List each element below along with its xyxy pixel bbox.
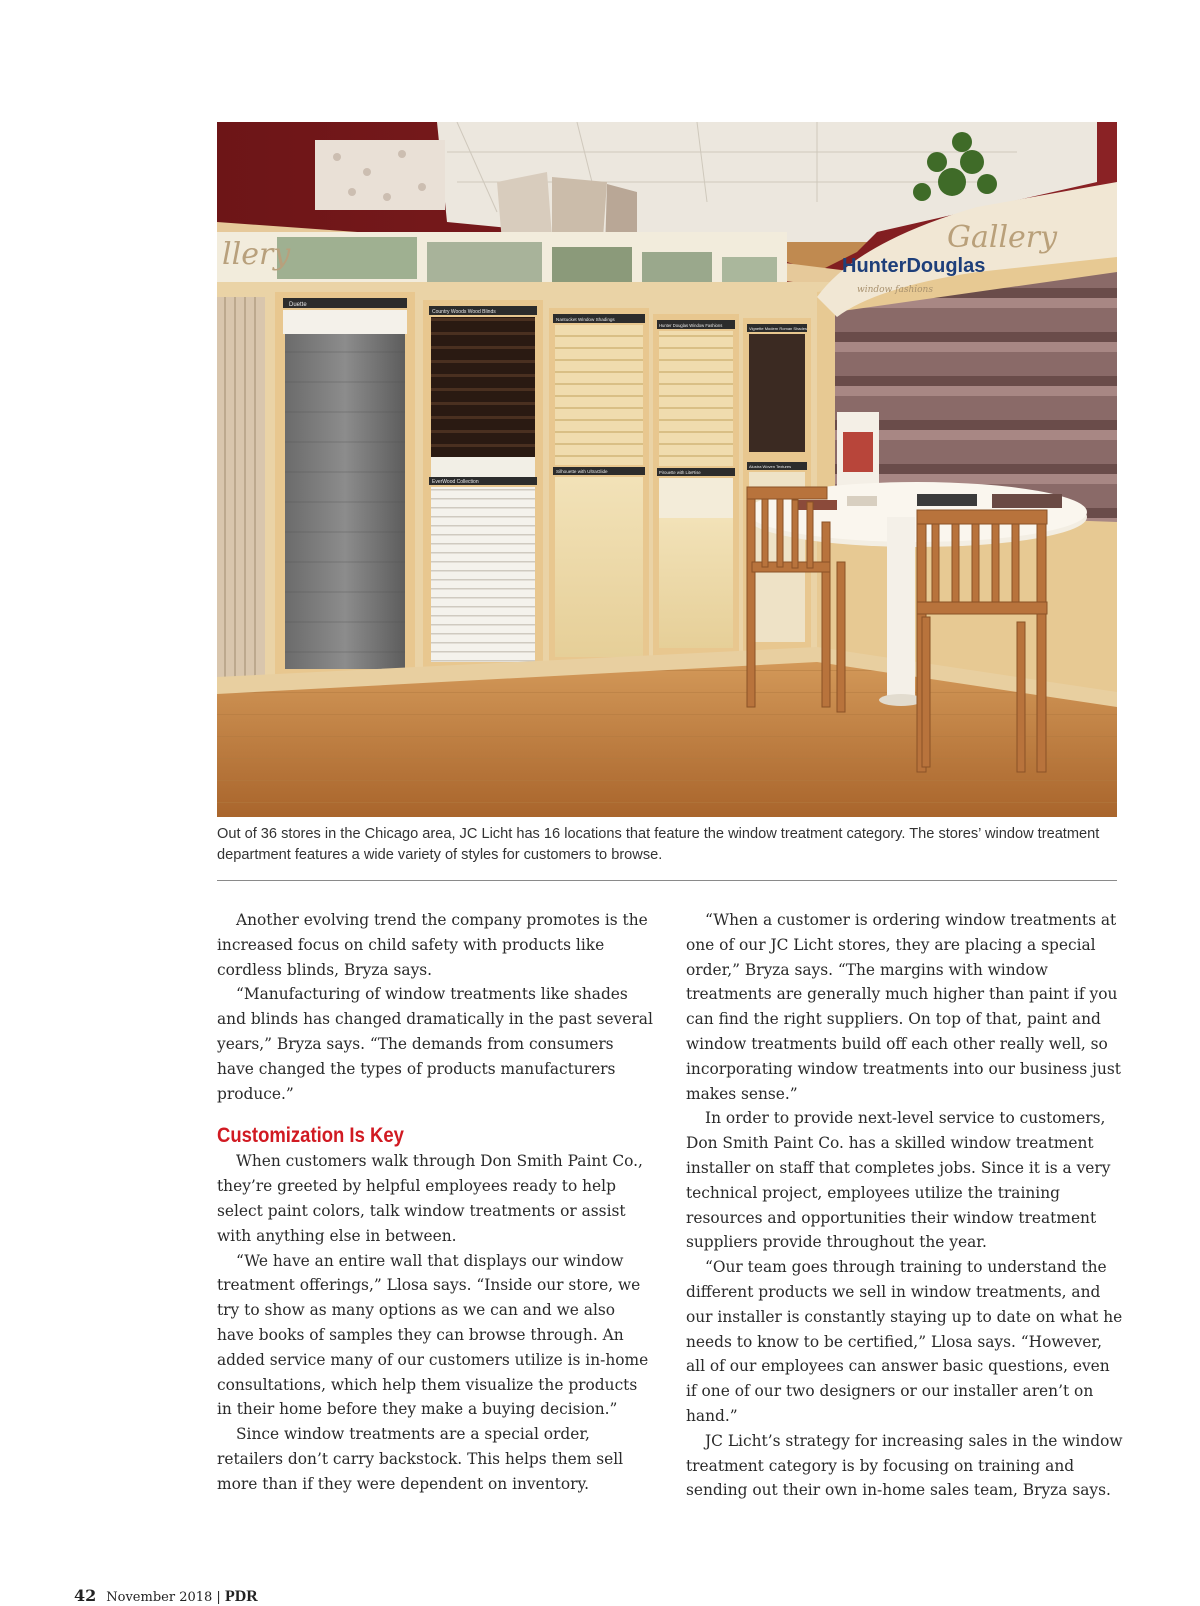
paragraph: “We have an entire wall that displays our window treatment offerings,” Llosa says. “Inside our store, we try to show as many options as we can and we also have books of samples they can browse through. An added service many of our customers utilize is in-home consultations, which help them visualize the products in their home before they make a buying decision.” (217, 1251, 649, 1419)
product-label-4: Hunter Douglas Window Fashions (659, 323, 723, 328)
product-label-7: Silhouette with UltraGlide (556, 469, 608, 474)
article-column-left (217, 908, 655, 1497)
paragraph: Since window treatments are a special order, retailers don’t carry backstock. This helps them sell more than if they were dependent on inventory. (217, 1425, 624, 1493)
gallery-sign-word: Gallery (947, 220, 1058, 255)
issue-date: November 2018 | (106, 1590, 225, 1605)
publication-name: PDR (224, 1588, 258, 1605)
product-label-2: Country Woods Wood Blinds (432, 309, 496, 315)
caption-divider (217, 880, 1117, 881)
paragraph: In order to provide next-level service to customers, Don Smith Paint Co. has a skilled window treatment installer on staff that completes jobs. Since it is a very technical project, employees utilize the training resources and opportunities their window treatment suppliers provide throughout the year. (686, 1109, 1111, 1252)
product-label-1: Duette (289, 302, 307, 308)
page-number: 42 (74, 1586, 97, 1605)
product-label-8: Pirouette with LiteRise (659, 470, 701, 475)
store-photo (217, 122, 1117, 817)
product-label-6: EverWood Collection (432, 479, 479, 485)
paragraph: “When a customer is ordering window treatments at one of our JC Licht stores, they are placing a special order,” Bryza says. “The margins with window treatments are generally much higher than paint if you can find the right suppliers. On top of that, paint and window treatments build off each other really well, so incorporating window treatments into our business just makes sense.” (686, 911, 1121, 1103)
product-label-3: Nantucket Window Shadings (556, 317, 615, 322)
section-subhead: Customization Is Key (217, 1124, 404, 1148)
paragraph: When customers walk through Don Smith Paint Co., they’re greeted by helpful employees ready to help select paint colors, talk window treatments or assist with anything else in between. (217, 1152, 643, 1245)
page-footer (74, 1586, 258, 1606)
gallery-sign-brand: HunterDouglas (842, 255, 986, 277)
paragraph: “Our team goes through training to understand the different products we sell in window treatments, and our installer is constantly staying up to date on what he needs to know to be certified,” Llosa says. “However, all of our employees can answer basic questions, even if one of our two designers or our installer aren’t on hand.” (686, 1258, 1123, 1425)
article-column-right (686, 908, 1124, 1503)
paragraph: JC Licht’s strategy for increasing sales in the window treatment category is by focusing on training and sending out their own in-home sales team, Bryza says. (686, 1431, 1123, 1500)
product-label-5: Vignette Modern Roman Shades (749, 326, 807, 331)
wall-sign-text: llery (222, 237, 291, 272)
paragraph: Another evolving trend the company promotes is the increased focus on child safety with products like cordless blinds, Bryza says. (217, 911, 648, 979)
paragraph: “Manufacturing of window treatments like shades and blinds has changed dramatically in the past several years,” Bryza says. “The demands from consumers have changed the types of products manufacturers produce.” (217, 985, 653, 1103)
product-label-9: Alustra Woven Textures (749, 464, 792, 469)
gallery-sign-sub: window fashions (857, 285, 933, 295)
window-treatment-gallery-image (217, 122, 1117, 817)
photo-caption: Out of 36 stores in the Chicago area, JC Licht has 16 locations that feature the window treatment category. The stores’ window treatment department features a wide variety of styles for customers to browse. (217, 826, 1100, 863)
